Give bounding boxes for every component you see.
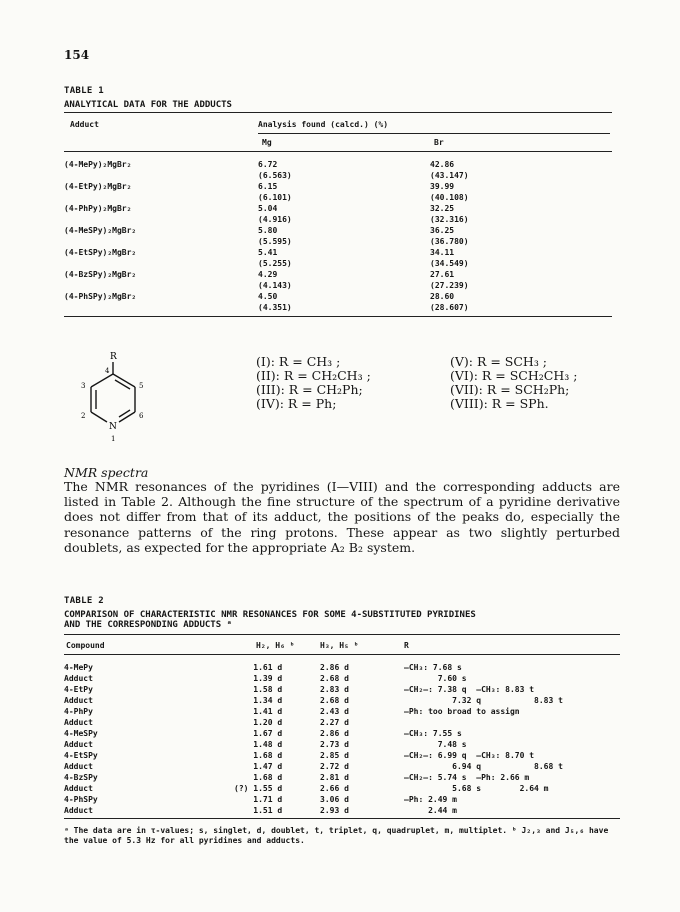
structure-label-5: 5 — [139, 382, 144, 390]
table2-r-cell: 7.32 q 8.83 t — [404, 696, 563, 705]
table1-head-br: Br — [434, 138, 444, 147]
table1-mg-cell: (4.351) — [258, 303, 292, 312]
table2-compound-cell: Adduct — [64, 784, 93, 793]
table2-h26-column — [234, 662, 282, 816]
table2-compound-cell: 4-PhSPy — [64, 795, 98, 804]
table2-compound-cell: 4-EtSPy — [64, 751, 98, 760]
structure-label-n: N — [109, 422, 117, 432]
table1-head-analysis: Analysis found (calcd.) (%) — [258, 120, 389, 129]
table1-mg-cell: 5.41 — [258, 248, 278, 257]
table2-h35-cell: 2.68 d — [320, 674, 349, 683]
table1-mg-cell: 5.04 — [258, 204, 278, 213]
table2-h35-cell: 2.27 d — [320, 718, 349, 727]
table2-h26-cell: 1.47 d — [234, 762, 283, 771]
table2-compound-cell: Adduct — [64, 674, 93, 683]
table1-br-cell: 32.25 — [430, 204, 455, 213]
table2-r-column — [404, 662, 563, 816]
table2-compound-cell: 4-MeSPy — [64, 729, 98, 738]
table2-h26-cell: 1.61 d — [234, 663, 283, 672]
table1-top-rule — [64, 112, 612, 113]
structure-label-2: 2 — [81, 412, 86, 420]
r-definitions-left — [256, 355, 371, 411]
table1-adduct-cell: (4-BzSPy)₂MgBr₂ — [64, 270, 137, 279]
table1-caption: TABLE 1 — [64, 86, 105, 96]
table1-analysis-rule — [258, 133, 610, 134]
r-definition: (V): R = SCH₃ ; — [450, 354, 548, 369]
table2-head-h26: H₂, H₆ ᵇ — [256, 641, 295, 650]
table1-br-cell: (36.780) — [430, 237, 469, 246]
table1-br-cell: 42.86 — [430, 160, 455, 169]
table2-compound-cell: Adduct — [64, 762, 93, 771]
table1-br-cell: (32.316) — [430, 215, 469, 224]
table2-head-r: R — [404, 641, 409, 650]
table1-mg-cell: 6.15 — [258, 182, 278, 191]
table2-h35-cell: 2.66 d — [320, 784, 349, 793]
pyridine-ring — [91, 362, 135, 422]
table2-r-cell: —Ph: 2.49 m — [404, 795, 457, 804]
table1-br-cell: 39.99 — [430, 182, 455, 191]
r-definition: (VII): R = SCH₂Ph; — [450, 382, 570, 397]
table1-br-cell: (27.239) — [430, 281, 469, 290]
body-paragraph: The NMR resonances of the pyridines (I—VIII) and the corresponding adducts are listed in Table 2. Although the fine structure of the spectrum of a pyridine derivative does not differ from that of its adduct, the positions of the peaks do, especially the resonance patterns of the ring protons. These appear as two slightly perturbed doublets, as expected for the appropriate A₂ B₂ system. — [64, 479, 620, 555]
table2-r-cell: 2.44 m — [404, 806, 457, 815]
table2-compound-cell: 4-MePy — [64, 663, 93, 672]
table2-compound-cell: Adduct — [64, 806, 93, 815]
table1-title: ANALYTICAL DATA FOR THE ADDUCTS — [64, 100, 232, 110]
table2-compound-cell: 4-EtPy — [64, 685, 93, 694]
table1-mg-cell: (5.255) — [258, 259, 292, 268]
table2-r-cell: —CH₃: 7.68 s — [404, 663, 462, 672]
table2-title-line2: AND THE CORRESPONDING ADDUCTS ᵃ — [64, 620, 232, 630]
table1-bottom-rule — [64, 316, 612, 317]
table2-h35-cell: 2.86 d — [320, 663, 349, 672]
table2-h26-cell: 1.71 d — [234, 795, 283, 804]
table2-h26-cell: 1.48 d — [234, 740, 283, 749]
structure-label-6: 6 — [139, 412, 144, 420]
table1-br-column — [430, 159, 469, 313]
structure-label-1: 1 — [111, 435, 116, 443]
table1-mg-cell: (6.563) — [258, 171, 292, 180]
table2-h35-cell: 2.83 d — [320, 685, 349, 694]
pyridine-structure — [78, 350, 148, 445]
table2-h26-cell: (?) 1.55 d — [234, 784, 283, 793]
table2-title-line1: COMPARISON OF CHARACTERISTIC NMR RESONANCES FOR SOME 4-SUBSTITUTED PYRIDINES — [64, 610, 476, 620]
table1-br-cell: 27.61 — [430, 270, 455, 279]
table2-head-rule — [64, 654, 620, 655]
table2-r-cell: —CH₂—: 7.38 q —CH₃: 8.83 t — [404, 685, 535, 694]
table2-h26-cell: 1.34 d — [234, 696, 283, 705]
structure-label-r: R — [110, 352, 117, 362]
table2-bottom-rule — [64, 818, 620, 819]
table2-r-cell: 5.68 s 2.64 m — [404, 784, 549, 793]
r-definition: (I): R = CH₃ ; — [256, 354, 341, 369]
table2-compound-cell: 4-PhPy — [64, 707, 93, 716]
table2-r-cell: —CH₂—: 6.99 q —CH₃: 8.70 t — [404, 751, 535, 760]
structure-label-4: 4 — [105, 367, 110, 375]
table1-adduct-cell: (4-PhPy)₂MgBr₂ — [64, 204, 132, 213]
table1-adduct-cell: (4-EtPy)₂MgBr₂ — [64, 182, 132, 191]
table2-h26-cell: 1.39 d — [234, 674, 283, 683]
table2-h35-cell: 2.86 d — [320, 729, 349, 738]
table1-adduct-cell: (4-EtSPy)₂MgBr₂ — [64, 248, 137, 257]
table1-head-rule — [64, 151, 612, 152]
table2-r-cell: —Ph: too broad to assign — [404, 707, 520, 716]
table2-compound-column — [64, 662, 98, 816]
table1-adduct-cell: (4-PhSPy)₂MgBr₂ — [64, 292, 137, 301]
table1-br-cell: (40.108) — [430, 193, 469, 202]
table2-caption: TABLE 2 — [64, 596, 105, 606]
table1-mg-column — [258, 159, 292, 313]
table2-head-compound: Compound — [66, 641, 105, 650]
table1-adduct-cell: (4-MePy)₂MgBr₂ — [64, 160, 132, 169]
table2-r-cell: —CH₂—: 5.74 s —Ph: 2.66 m — [404, 773, 530, 782]
table2-compound-cell: Adduct — [64, 696, 93, 705]
table2-h26-cell: 1.68 d — [234, 773, 283, 782]
table2-h26-cell: 1.20 d — [234, 718, 283, 727]
table2-compound-cell: 4-BzSPy — [64, 773, 98, 782]
table1-mg-cell: (4.143) — [258, 281, 292, 290]
table1-adduct-column — [64, 159, 136, 313]
r-definition: (III): R = CH₂Ph; — [256, 382, 363, 397]
table2-footnote: ᵃ The data are in τ-values; s, singlet, d, doublet, t, triplet, q, quadruplet, m, multiplet. ᵇ J₂,₃ and J₅,₆ have the value of 5.3 Hz for all pyridines and adducts. — [64, 826, 609, 845]
table2-compound-cell: Adduct — [64, 718, 93, 727]
r-definition: (IV): R = Ph; — [256, 396, 337, 411]
table1-mg-cell: 5.80 — [258, 226, 278, 235]
table1-mg-cell: 6.72 — [258, 160, 278, 169]
r-definition: (VI): R = SCH₂CH₃ ; — [450, 368, 578, 383]
r-definition: (II): R = CH₂CH₃ ; — [256, 368, 371, 383]
table2-head-h35: H₃, H₅ ᵇ — [320, 641, 359, 650]
table1-br-cell: (28.607) — [430, 303, 469, 312]
table1-mg-cell: (6.101) — [258, 193, 292, 202]
table2-h26-cell: 1.51 d — [234, 806, 283, 815]
section-title: NMR spectra — [64, 465, 149, 480]
table1-br-cell: 28.60 — [430, 292, 455, 301]
table2-h35-cell: 3.06 d — [320, 795, 349, 804]
table1-head-adduct: Adduct — [70, 120, 99, 129]
table2-top-rule — [64, 634, 620, 635]
table1-mg-cell: (4.916) — [258, 215, 292, 224]
table1-mg-cell: (5.595) — [258, 237, 292, 246]
table1-br-cell: (43.147) — [430, 171, 469, 180]
table2-h35-cell: 2.73 d — [320, 740, 349, 749]
table2-h35-cell: 2.43 d — [320, 707, 349, 716]
table1-mg-cell: 4.29 — [258, 270, 278, 279]
structure-label-3: 3 — [81, 382, 86, 390]
table1-br-cell: 36.25 — [430, 226, 455, 235]
table2-compound-cell: Adduct — [64, 740, 93, 749]
table2-h35-column — [320, 662, 349, 816]
r-definition: (VIII): R = SPh. — [450, 396, 549, 411]
page-number: 154 — [64, 48, 90, 62]
table2-h26-cell: 1.68 d — [234, 751, 283, 760]
table2-r-cell: —CH₃: 7.55 s — [404, 729, 462, 738]
r-definitions-right — [450, 355, 577, 411]
table2-h26-cell: 1.58 d — [234, 685, 283, 694]
table1-br-cell: 34.11 — [430, 248, 455, 257]
table2-h26-cell: 1.41 d — [234, 707, 283, 716]
table1-br-cell: (34.549) — [430, 259, 469, 268]
table2-h35-cell: 2.72 d — [320, 762, 349, 771]
table2-h35-cell: 2.81 d — [320, 773, 349, 782]
table2-h35-cell: 2.68 d — [320, 696, 349, 705]
table2-r-cell: 7.48 s — [404, 740, 467, 749]
table1-head-mg: Mg — [262, 138, 272, 147]
table1-mg-cell: 4.50 — [258, 292, 278, 301]
table2-h26-cell: 1.67 d — [234, 729, 283, 738]
table2-h35-cell: 2.93 d — [320, 806, 349, 815]
table2-r-cell: 6.94 q 8.68 t — [404, 762, 563, 771]
table2-r-cell: 7.60 s — [404, 674, 467, 683]
table2-r-cell — [404, 717, 563, 728]
table2-h35-cell: 2.85 d — [320, 751, 349, 760]
table1-adduct-cell: (4-MeSPy)₂MgBr₂ — [64, 226, 137, 235]
